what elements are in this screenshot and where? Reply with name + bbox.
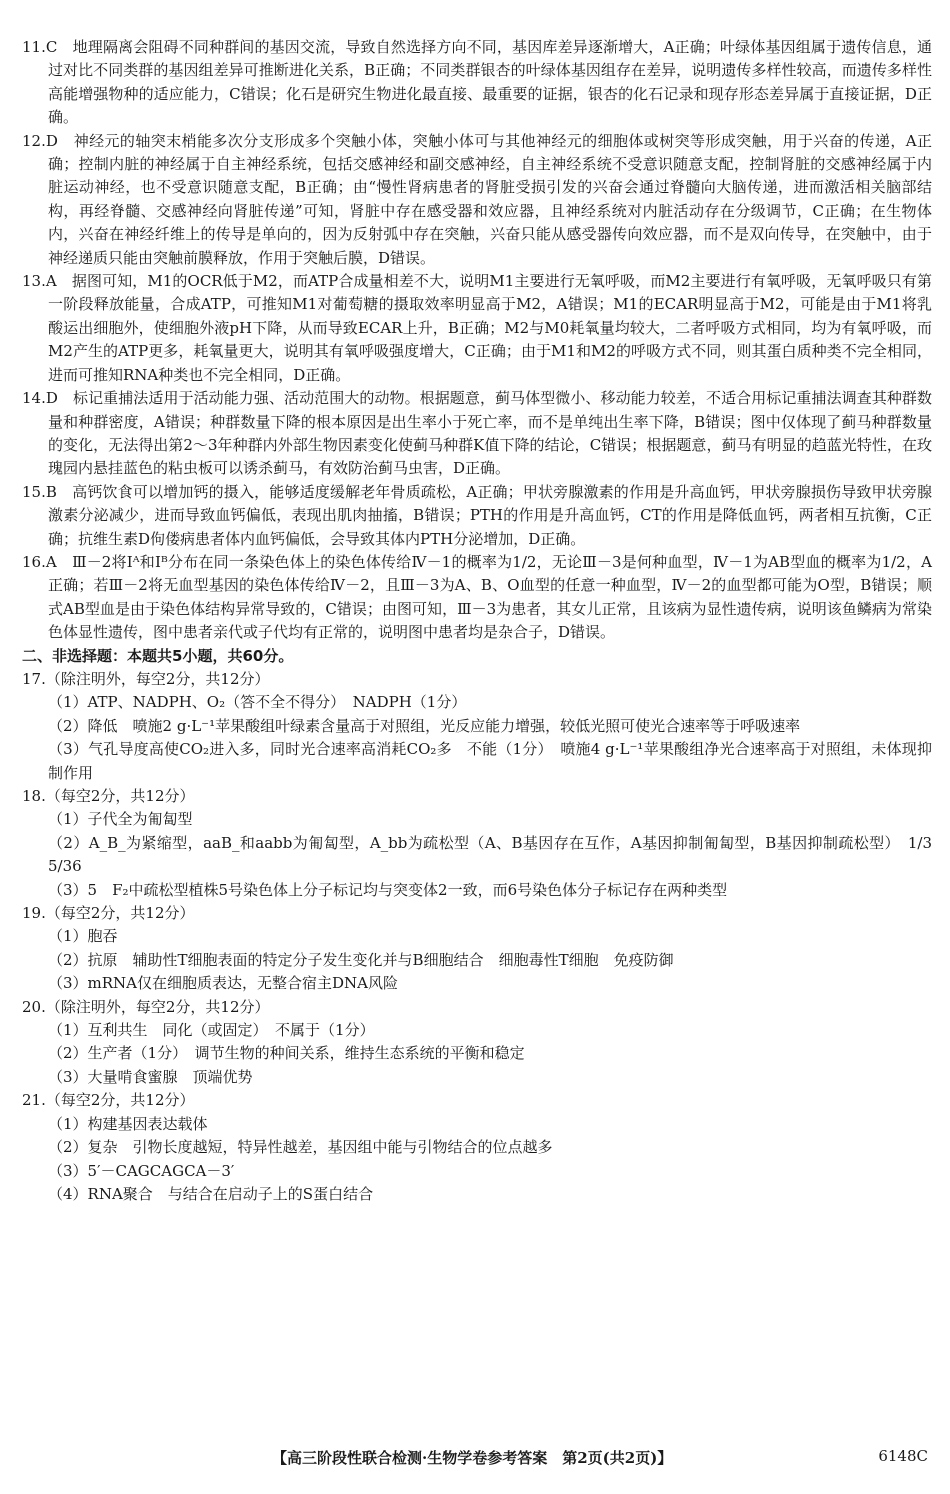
- answer-subitem: （1）胞吞: [48, 927, 118, 946]
- answer-item: 19.（每空2分，共12分）: [22, 904, 195, 923]
- answer-item: 14.D 标记重捕法适用于活动能力强、活动范围大的动物。根据题意，蓟马体型微小、移动能力较差，不适合用标记重捕法调查其种群数量和种群密度，A错误；种群数量下降的根本原因是出生率小于死亡率，而不是单纯出生率下降，B错误；图中仅体现了蓟马种群数量的变化，无法得出第2～3年种群内外部生物因素变化使蓟马种群K值下降的结论，C错误；根据题意，蓟马有明显的趋蓝光特性，在玫瑰园内悬挂蓝色的粘虫板可以诱杀蓟马，有效防治蓟马虫害，D正确。: [22, 389, 932, 478]
- answer-subitem: （3）5′－CAGCAGCA－3′: [48, 1161, 235, 1180]
- answer-item: 15.B 高钙饮食可以增加钙的摄入，能够适度缓解老年骨质疏松，A正确；甲状旁腺激素的作用是升高血钙，甲状旁腺损伤导致甲状旁腺激素分泌减少，进而导致血钙偏低，表现出肌肉抽搐，B错误；PTH的作用是升高血钙，CT的作用是降低血钙，两者相互抗衡，C正确；抗维生素D佝偻病患者体内血钙偏低，会导致其体内PTH分泌增加，D正确。: [22, 482, 932, 548]
- answer-subitem: （1）互利共生 同化（或固定） 不属于（1分）: [48, 1021, 375, 1040]
- answer-item: 12.D 神经元的轴突末梢能多次分支形成多个突触小体，突触小体可与其他神经元的细胞体或树突等形成突触，用于兴奋的传递，A正确；控制内脏的神经属于自主神经系统，包括交感神经和副交感神经，自主神经系统不受意识随意支配，控制肾脏的交感神经属于内脏运动神经，也不受意识随意支配，B正确；由“慢性肾病患者的肾脏受损引发的兴奋会通过脊髓向大脑传递，进而激活相关脑部结构，再经脊髓、交感神经向肾脏传递”可知，肾脏中存在感受器和效应器，且神经系统对内脏活动存在分级调节，C正确；在生物体内，兴奋在神经纤维上的传导是单向的，因为反射弧中存在突触，兴奋只能从感受器传向效应器，而不是双向传导，在突触中，由于神经递质只能由突触前膜释放，作用于突触后膜，D错误。: [22, 131, 932, 267]
- answer-subitem: （2）降低 喷施2 g·L⁻¹苹果酸组叶绿素含量高于对照组，光反应能力增强，较低光照可使光合速率等于呼吸速率: [48, 716, 801, 735]
- answer-item: 11.C 地理隔离会阻碍不同种群间的基因交流，导致自然选择方向不同，基因库差异逐渐增大，A正确；叶绿体基因组属于遗传信息，通过对比不同类群的基因组差异可推断进化关系，B正确；不同类群银杏的叶绿体基因组存在差异，说明遗传多样性较高，而遗传多样性高能增强物种的适应能力，C错误；化石是研究生物进化最直接、最重要的证据，银杏的化石记录和现存形态差异属于直接证据，D正确。: [22, 38, 932, 127]
- answer-subitem: （1）构建基因表达载体: [48, 1114, 208, 1133]
- answer-subitem: （2）复杂 引物长度越短，特异性越差，基因组中能与引物结合的位点越多: [48, 1138, 553, 1157]
- answer-subitem: （2）抗原 辅助性T细胞表面的特定分子发生变化并与B细胞结合 细胞毒性T细胞 免疫防御: [48, 950, 674, 969]
- answer-item: 16.A Ⅲ－2将Iᴬ和Iᴮ分布在同一条染色体上的染色体传给Ⅳ－1的概率为1/2，无论Ⅲ－3是何种血型，Ⅳ－1为AB型血的概率为1/2，A正确；若Ⅲ－2将无血型基因的染色体传给Ⅳ－2，且Ⅲ－3为A、B、O血型的任意一种血型，Ⅳ－2的血型都可能为O型，B错误；顺式AB型血是由于染色体结构异常导致的，C错误；由图可知，Ⅲ－3为患者，其女儿正常，且该病为显性遗传病，说明该鱼鳞病为常染色体显性遗传，图中患者亲代或子代均有正常的，说明图中患者均是杂合子，D错误。: [22, 552, 932, 642]
- answer-subitem: （2）生产者（1分） 调节生物的种间关系，维持生态系统的平衡和稳定: [48, 1044, 525, 1063]
- answer-subitem: （3）大量啃食蜜腺 顶端优势: [48, 1067, 253, 1086]
- answer-subitem: （3）气孔导度高使CO₂进入多，同时光合速率高消耗CO₂多 不能（1分） 喷施4 g·L⁻¹苹果酸组净光合速率高于对照组，未体现抑制作用: [48, 740, 932, 782]
- answer-item: 21.（每空2分，共12分）: [22, 1091, 195, 1110]
- answer-item: 18.（每空2分，共12分）: [22, 787, 195, 805]
- answer-subitem: （2）A_B_为紧缩型，aaB_和aabb为匍匐型，A_bb为疏松型（A、B基因存在互作，A基因抑制匍匐型，B基因抑制疏松型） 1/3 5/36: [48, 833, 948, 876]
- footer-title: 【高三阶段性联合检测·生物学卷参考答案 第2页(共2页)】: [272, 1449, 673, 1467]
- document-code: 6148C: [878, 1447, 928, 1465]
- section-heading: 二、非选择题：本题共5小题，共60分。: [22, 646, 294, 665]
- answer-item: 13.A 据图可知，M1的OCR低于M2，而ATP合成量相差不大，说明M1主要进行无氧呼吸，而M2主要进行有氧呼吸，无氧呼吸只有第一阶段释放能量，合成ATP，可推知M1对葡萄糖的摄取效率明显高于M2，A错误；M1的ECAR明显高于M2，可能是由于M1将乳酸运出细胞外，使细胞外液pH下降，从而导致ECAR上升，B正确；M2与M0耗氧量均较大，二者呼吸方式相同，均为有氧呼吸，而M2产生的ATP更多，耗氧量更大，说明其有氧呼吸强度增大，C正确；由于M1和M2的呼吸方式不同，则其蛋白质种类不完全相同，进而可推知RNA种类也不完全相同，D正确。: [22, 272, 932, 384]
- answer-subitem: （3）5 F₂中疏松型植株5号染色体上分子标记均与突变体2一致，而6号染色体分子标记存在两种类型: [48, 880, 728, 899]
- answer-content: [22, 36, 948, 1206]
- answer-subitem: （1）子代全为匍匐型: [48, 810, 193, 829]
- answer-item: 20.（除注明外，每空2分，共12分）: [22, 997, 270, 1016]
- answer-subitem: （1）ATP、NADPH、O₂（答不全不得分） NADPH（1分）: [48, 693, 467, 712]
- answer-subitem: （4）RNA聚合 与结合在启动子上的S蛋白结合: [48, 1184, 374, 1203]
- answer-subitem: （3）mRNA仅在细胞质表达，无整合宿主DNA风险: [48, 974, 399, 993]
- answer-item: 17.（除注明外，每空2分，共12分）: [22, 669, 270, 688]
